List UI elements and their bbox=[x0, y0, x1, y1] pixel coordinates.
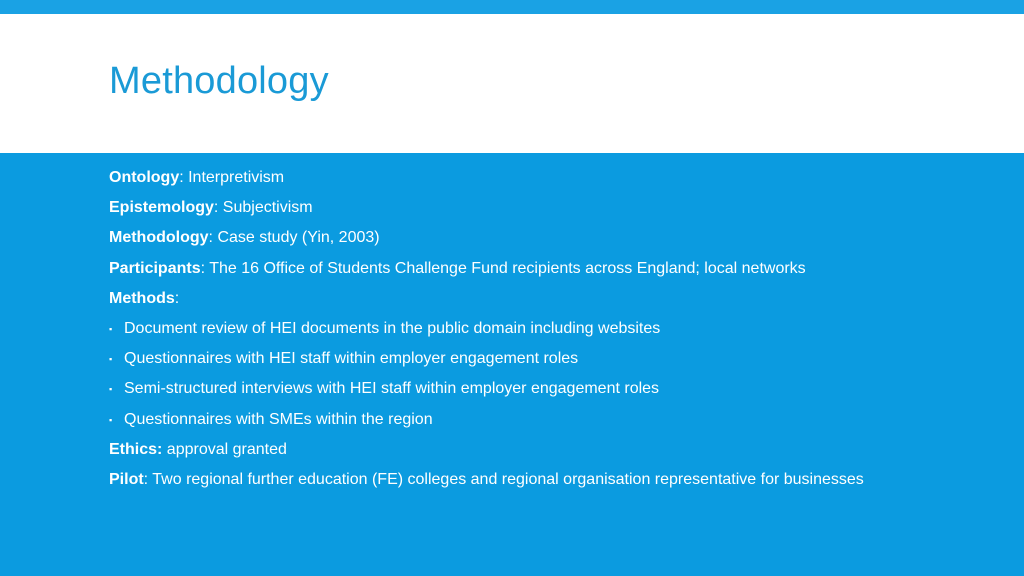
epistemology-value: : Subjectivism bbox=[213, 199, 313, 217]
ontology-line bbox=[109, 163, 989, 193]
pilot-value: : Two regional further education (FE) colleges and regional organisation representative for businesses bbox=[143, 470, 864, 488]
methods-item bbox=[109, 405, 989, 435]
methods-item bbox=[109, 374, 989, 404]
ethics-line bbox=[109, 435, 989, 465]
epistemology-line bbox=[109, 193, 989, 223]
bullet-dot-icon: ▪ bbox=[109, 384, 113, 395]
methodology-value: : Case study (Yin, 2003) bbox=[208, 229, 380, 247]
title-area bbox=[0, 14, 1024, 153]
slide-title: Methodology bbox=[109, 60, 329, 102]
top-band bbox=[0, 0, 1024, 14]
bullet-dot-icon: ▪ bbox=[109, 354, 113, 365]
methods-value: : bbox=[174, 289, 180, 307]
ontology-value: : Interpretivism bbox=[179, 169, 285, 186]
methods-item-text: Document review of HEI documents in the public domain including websites bbox=[124, 319, 661, 337]
ethics-value: approval granted bbox=[162, 440, 287, 458]
participants-line bbox=[109, 254, 989, 284]
methods-line bbox=[109, 284, 989, 314]
ontology-label: Ontology bbox=[109, 169, 180, 186]
epistemology-label: Epistemology bbox=[109, 199, 214, 217]
ethics-label: Ethics: bbox=[109, 440, 163, 458]
bullet-dot-icon: ▪ bbox=[109, 414, 113, 425]
pilot-label: Pilot bbox=[109, 470, 144, 488]
methods-item-text: Semi-structured interviews with HEI staff within employer engagement roles bbox=[124, 380, 660, 398]
methodology-line bbox=[109, 223, 989, 253]
methods-item bbox=[109, 314, 989, 344]
methods-item-text: Questionnaires with HEI staff within employer engagement roles bbox=[124, 350, 579, 368]
participants-value: : The 16 Office of Students Challenge Fund recipients across England; local networks bbox=[200, 259, 806, 277]
pilot-line bbox=[109, 465, 989, 495]
methods-label: Methods bbox=[109, 289, 175, 307]
methods-item bbox=[109, 344, 989, 374]
slide-content bbox=[109, 163, 989, 495]
methodology-label: Methodology bbox=[109, 229, 209, 247]
participants-label: Participants bbox=[109, 259, 201, 277]
bullet-dot-icon: ▪ bbox=[109, 323, 113, 334]
methods-item-text: Questionnaires with SMEs within the region bbox=[124, 410, 433, 428]
